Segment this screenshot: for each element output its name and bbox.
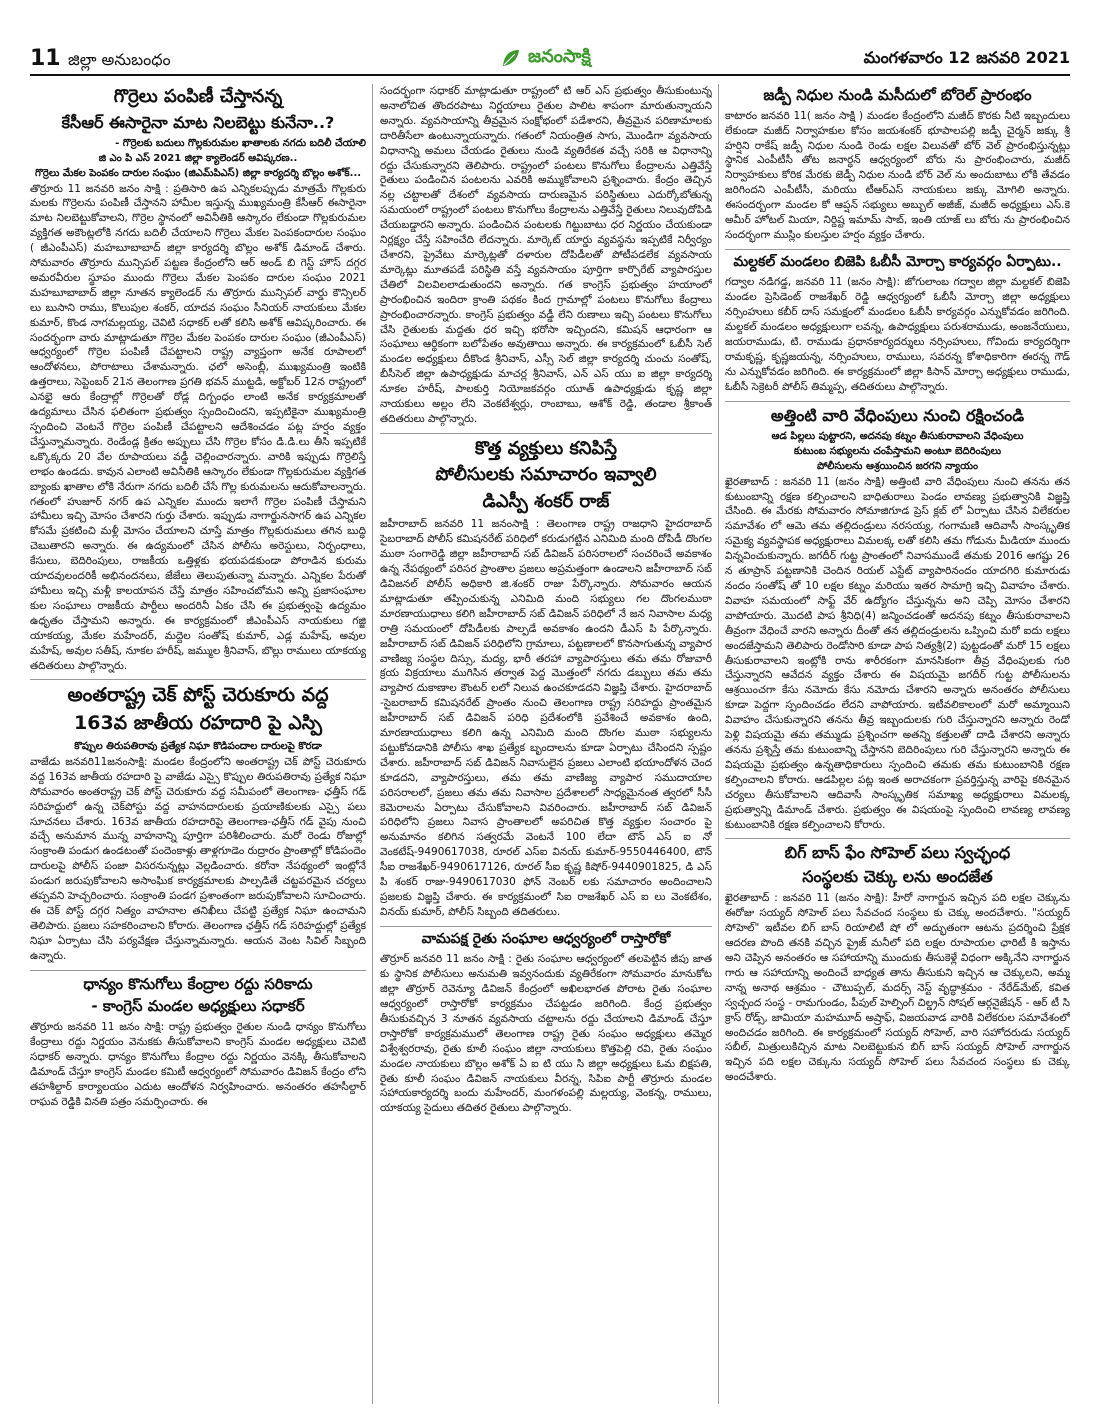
article-headline: జడ్పీ నిధుల నుండి మసీదులో బోరెల్ ప్రారంభం: [763, 86, 1032, 104]
logo-text: జనంసాక్షి: [528, 45, 591, 67]
article-divider: [380, 433, 712, 434]
article-headline: కొత్త వ్యక్తులు కనిపిస్తే: [475, 437, 617, 459]
column-divider: [372, 84, 373, 1404]
page-number: 11: [30, 46, 61, 71]
article-headline: సంస్థలకు చెక్కు లను అందజేత: [802, 867, 993, 887]
article-divider: [380, 926, 712, 927]
article-body: జహీరాబాద్ జనవరి 11 జనంసాక్షి : తెలంగాణ రాష్ట్ర రాజధాని హైదరాబాద్ సైబరాబాద్ పోలీస్ కమిషనరేట్ పరిధిలో కరుడుగట్టిన ఎనిమిది మంది దోపిడీ దొంగల ముఠా సంగారెడ్డి జిల్లా జహీరాబాద్ సబ్ డివిజన్ పరిసరాలలో సంచరించే అవకాశం ఉన్న నేపథ్యంలో పరిసర ప్రాంతాల ప్రజలు అప్రమత్తంగా ఉండాలని జహీరాబాద్ సబ్ డివిజనల్ పోలీస్ అధికారి జి.శంకర్ రాజు పేర్కొన్నారు. సోమవారం ఆయన మాట్లాడుతూ తప్పించుకున్న ఎనిమిది మంది సభ్యులు గల దొంగలముఠా మారణాయుధాలు కలిగి జహీరాబాద్ సబ్ డివిజన్ పరిధిలో నే జన నివాసాల మధ్య రాత్రి సమయంలో దోపిడీలకు పాల్పడే అవకాశం ఉందని డీఎస్ పి పేర్కొన్నారు. జహీరాబాద్ సబ్ డివిజన్ పరిధిలోని గ్రామాలు, పట్టణాలలో కొనసాగుతున్న వ్యాపార వాణిజ్య సంస్థల దిస్సు, మద్య, భారీ తరహా వ్యాపారస్తులు తమ తమ రోజువారీ క్రయ విక్రయాలు ముగిసిన తర్వాత పెద్ద మొత్తంలో నగదు డబ్బులు తమ తమ వ్యాపార దుకాణాల కౌంటర్ లలో నిలువ ఉంచకూడదని విజ్ఞప్తి చేశారు. హైదరాబాద్ -సైబరాబాద్ కమిషనరేట్ ప్రాంతం నుంచి తెలంగాణ రాష్ట్ర సరిహద్దు ప్రాంతమైన జహీరాబాద్ సబ్ డివిజన్ పరిధి ప్రదేశంలోకి ప్రవేశించే అవకాశం ఉంది, మారణాయుధాలు కలిగి ఉన్న ఎనిమిది మంది దొంగల ముఠా సభ్యులను పట్టుకోవడానికి పోలీసు శాఖ ప్రత్యేక బృందాలను కూడా ఏర్పాటు చేసిందని స్పష్టం చేశారు. జహీరాబాద్ సబ్ డివిజన్ నివాసులైన ప్రజలు ఎలాంటి భయాందోళన చెంద కూడదని, వ్యాపారస్తులు, తమ తమ వాణిజ్య వ్యాపార సముదాయాల పరిసరాలలో, ప్రజలు తమ తమ నివాసాల ప్రదేశాలలో సాధ్యమైనంత త్వరలో సీసీ కెమెరాలను ఏర్పాటు చేసుకోవాలని వివరించారు. జహీరాబాద్ సబ్ డివిజన్ పరిధిలోని ప్రజలు నివాస ప్రాంతాలలో అపరిచిత కొత్త వ్యక్తుల సంచారం పై అనుమానం కలిగిన సత్వరమే వెంటనే 100 లేదా టౌన్ ఎస్ ఐ నో వెంకటేష్-9490617038, రూరల్ ఎస్ఐ వినయ్ కుమార్-9550446400, టౌన్ సీఐ రాజశేఖర్-9490617126, రూరల్ సీఐ కృష్ణ కిషోర్-9440901825, డి ఎస్ పి శంకర్ రాజు-9490617030 ఫోన్ నెంబర్ లకు సమాచారం అందించాలని ప్రజలకు విజ్ఞప్తి చేశారు. ఈ కార్యక్రమంలో సిఐ రాజశేఖర్ ఎస్ ఐ లు వెంకటేశం, వినయ్ కుమార్, పోలీస్ సిబ్బంది తదితరులు.: [380, 518, 712, 918]
article-borewell: [725, 86, 1070, 243]
article-subhead: పోలీసులను ఆశ్రయించిన జరగని న్యాయం: [816, 460, 979, 472]
article-body: ఖైరతాబాద్ : జనవరి 11 (జనం సాక్షి) అత్తింటి వారి వేధింపులు నుంచి తనను తన కుటుంబాన్ని రక్షణ కల్పించాలని బాధితురాలు పెండం లావణ్య ప్రభుత్వానికి విజ్ఞప్తి చేసింది. ఈ మేరకు సోమవారం సోమాజిగూడ ప్రెస్ క్లబ్ లో ఏర్పాటు చేసిన విలేకరుల సమావేశం లో ఆమె తమ తల్లిదండ్రులు నరసయ్య, గంగామణి ఆదివాసీ సాంస్కృతిక సమైక్య వ్యవస్థాపక అధ్యక్షురాలు విమలక్క లతో కలిసి తమ గోడును మీడియా ముందు విన్నవించుకున్నారు. జగదీర్ గుట్ట ప్రాంతంలో నివాసముండే తమకు 2016 ఆగష్టు 26 న తూప్రాన్ పట్టణానికి చెందిన రియల్ ఎస్టేట్ వ్యాపారినందం యాదగిరి కుమారుడు నందం సంతోష్ తో 10 లక్షల కట్నం మరియు ఇతర సామాగ్రి ఇచ్చి వివాహం చేశారు. వివాహ సమయంలో సాఫ్ట్ వేర్ ఉద్యోగం చేస్తున్నను అని చెప్పి మోసం చేశారని వాపోయారు. మొదటి పాప శ్రీనిధి(4) జన్మించడంతో అదనపు కట్నం తీసుకురావాలని తీవ్రంగా వేధించే వారని అన్నారు దీంతో తన తల్లిదండ్రులను ఒప్పించి మరో ఐదు లక్షలు అందజేస్తామని తెలిపారు రెండోసారి కూడా పాప నిత్యశ్రీ(2) పుట్టడంతో మరో 15 లక్షలు తీసుకురావాలని ఇంట్లోకి రాను శారీరకంగా మానసికంగా తీవ్ర వేధింపులకు గురి చేస్తున్నారని ఆవేదన వ్యక్తం చేశారు ఈ విషయమై జగదీర్ గుట్ట పోలీసులను ఆశ్రయించగా కేసు నమోదు కేసు నమోదు చేశారని అన్నారు అనంతరం పోలీసులు కూడా పెద్దగా స్పందించడం లేదని వాపోయారు. ఇటీవలికాలంలో మరో అమ్మాయిని వివాహం చేసుకున్నారని తనను తీవ్ర ఇబ్బందులకు గురి చేస్తున్నారని అన్నారు రెండో పెళ్లి విషయమై తమ తమ్ముడు ప్రశ్నించగా అతన్ని కత్తులతో దాడి చేశారని అన్నారు తనను ప్రశ్నిస్తే తమ కుటుంబాన్ని చేస్తానని బెదిరింపులు గురి చేస్తున్నారని అన్నారు ఈ విషయమై ప్రభుత్వం ఉన్నతాధికారులు స్పందించి తమకు తమ కుటుంబానికి రక్షణ కల్పించాలని కోరారు. ఆడపిల్లల పట్ల ఇంత అరాచకంగా ప్రవర్తిస్తున్న వారిపై కఠినమైన చర్యలు తీసుకోవాలని ఆదివాసీ సాంస్కృతిక సమాఖ్య అధ్యక్షురాలు విమలక్క ప్రభుత్వాన్ని డిమాండ్ చేశారు. ప్రభుత్వం ఈ విషయంపై స్పందించి లావణ్య లావణ్య కుటుంబానికి రక్షణ కల్పించాలని కోరారు.: [725, 475, 1070, 831]
column-1: [30, 84, 366, 1404]
article-headline: ధాన్యం కొనుగోలు కేంద్రాల రద్దు సరికాదు: [83, 974, 313, 993]
article-subhead: ఆడ పిల్లలు పుట్టారని, అదనపు కట్నం తీసుకురావాలని వేధింపులు: [771, 430, 1024, 442]
leaf-logo-icon: [500, 47, 522, 69]
article-subhead: కుటుంబ సభ్యులను చంపేస్తామని అంటూ బెదిరింపులు: [793, 445, 1002, 457]
section-name: జిల్లా అనుబంధం: [68, 50, 171, 69]
article-body: తొర్రూరు 11 జనవరి జనం సాక్షి : ప్రతిసారి ఉప ఎన్నికలప్పుడు మాత్రమే గొల్లకురు మలకు గొర్రెలను పంపిణీ చేస్తానని హామీల ఇస్తున్న ముఖ్యమంత్రి కేసీఆర్ ఈసారైనా మాట నిలబెట్టుకోవాలని, గొర్రెల స్థానంలో అవినీతికి ఆస్కారం లేకుండా గొల్లకురుమల వ్యక్తిగత అకౌంట్లలోకి నగదు బదిలీ చేయాలని గొర్రెలు మేకల పెంపకందారుల సంఘం ( జీఎంపీఎస్) మహబూబాబాద్ జిల్లా కార్యదర్శి బొల్లం అశోక్ డిమాండ్ చేశారు. సోమవారం తొర్రూరు మున్సిపల్ పట్టణ కేంద్రంలోని ఆర్ అండ్ బి గెస్ట్ హౌస్ దగ్గర అమరవీరుల స్థూపం ముందు గొర్రెలు మేకల పెంపకం దారుల సంఘం 2021 మహబూబాబాద్ జిల్లా నూతన క్యాలెండర్ ను తొర్రూరు మున్సిపల్ వార్డు కౌన్సిలర్ లు బుసాని రాము, కొలుపుల శంకర్, యాదవ సంఘం సీనియర్ నాయకులు మేకల కుమార్, కొండ నాగమల్లయ్య, చెవిటి సధాకర్ లతో కలిసి అశోక్ ఆవిష్కరించారు. ఈ సందర్భంగా వారు మాట్లాడుతూ గొర్రెల మేకల పెంపకం దారుల సంఘం (జీఎంపీఎస్) ఆధ్వర్యంలో గొర్రెల పంపిణీ చేపట్టాలని రాష్ట్ర వ్యాప్తంగా అనేక రూపాలలో ఆందోళనలు, పోరాటాలు చేశామన్నారు. ఛలో అసెంబ్లీ, ముఖ్యమంత్రి ఇంటికి ఉత్తరాలు, సెప్టెంబర్ 21న తెలంగాణ ప్రగతి భవన్ ముట్టడి, అక్టోబర్ 12న రాష్ట్రంలో ఎనభై ఆరు కేంద్రాల్లో గొర్రెలతో రోడ్ల దిగ్బంధం లాంటి అనేక కార్యక్రమాలతో ఉద్యమాలు చేసిన ఫలితంగా ప్రభుత్వం స్పందించిందని, ఇప్పటికైనా ముఖ్యమంత్రి స్పందించి వెంటనే గొర్రెల పంపిణీ చేపట్టాలని ఆదేశించడం పట్ల హర్షం వ్యక్తం చేస్తున్నామన్నారు. రెండేండ్ల క్రితం అప్పులు చేసి గొర్రెల కోసం డి.డి.లు తీసి ఇప్పటికే ఒక్కొక్కరు 20 వేల రూపాయలు వడ్డీ చెల్లించారన్నారు. వారికి ఇప్పుడు గొర్రెలిస్తే లాభం ఉండదు. కావున ఎలాంటి అవినీతికి ఆస్కారం లేకుండా గొల్లకురుమల వ్యక్తిగత బ్యాంకు ఖాతాల లోకి నేరుగా నగదు బదిలీ చేసే గొల్ల కురుమలను ఆదుకోవాలన్నారు. గతంలో హుజూర్ నగర్ ఉప ఎన్నికల ముందు ఇలాగే గొర్రెల పంపిణీ చేస్తామని హామీలు ఇచ్చి మోసం చేశారని గుర్తు చేశారు. ఇప్పుడు నాగార్జునసాగర్ ఉప ఎన్నికల కోసమే ప్రకటించి మళ్లీ మోసం చేయాలని చూస్తే మాత్రం గొల్లకురుమలు తగిన బుద్ధి చెబుతారని అన్నారు. ఈ ఉద్యమంలో చేసిన పోలీసు అరెస్టులు, నిర్బంధాలు, కేసులు, బెదిరింపులు, రాజకీయ ఒత్తిళ్లకు భయపడకుండా పోరాడిన కురుమ యాదవులందరికీ అభినందనలు, జేజేలు తెలుపుతున్నా మన్నారు. ఎన్నికల పేరుతో హామీలు ఇచ్చి మళ్లీ కాలయాపన చేస్తే మాత్రం సహించబోమని అన్ని ప్రజాసంఘాల కుల సంఘాలు రాజకీయ పార్టీలు అందరినీ ఏకం చేసి ఈ ప్రభుత్వంపై ఉద్యమం ఉధృతం చేస్తామని అన్నారు. ఈ కార్యక్రమంలో జీఎంపీఎస్ నాయకులు గజ్జి యాకయ్య, మేకల మహేందర్, మద్దెల సంతోష్ కుమార్, ఎడ్ల మహేష్, అవుల మహేష్, అవుల సతీష్, నూకల హరీష్, జమ్ముల శ్రీనివాస్, బొల్లు రాములు యాకయ్య తదితరులు పాల్గొన్నారు.: [30, 182, 366, 672]
article-headline: 163వ జాతీయ రహదారి పై ఎస్పి: [74, 712, 322, 735]
newspaper-logo: [500, 44, 650, 72]
article-body: వాజేడు జనవరి11జనంసాక్షి: మండల కేంద్రంలోని అంతరాష్ట్ర చెక్ పోస్ట్ చెరుకూరు వద్ద 163వ జాతీయ రహదారి పై వాజేడు ఎస్సై కొప్పుల తిరుపతిరావు ప్రత్యేక నిఘా సోమవారం అంతరాష్ట్ర చెక్ పోస్ట్ చెరుకూరు వద్ద సమీపంలో తెలంగాణ- ఛత్తీస్ గడ్ సరిహద్దులో ఉన్న చెక్‌పోస్టు వద్ద వాహనదారులకు ప్రయాణికులకు ఎస్సై పలు సూచనలు చేశారు. 163వ జాతీయ రహదారిపై తెలంగాణ-ఛత్తీస్ గడ్ వైపు నుంచి వచ్చే అనుమాన మున్న వాహనాన్ని పూర్తిగా పరిశీలించారు. మరో రెండు రోజుల్లో సంక్రాంతి పండుగ ఉండటంతో పందెంకాళ్లు తాళ్లగూడెం రుద్రారం ప్రాంతాల్లో కోడిపందెం దారులపై పోలీస్ పంజా విసరనున్నట్లు వెల్లడించారు. కరోనా నేపథ్యంలో ఇంట్లోనే పండుగ జరుపుకోవాలని అసాంఘిక కార్యక్రమాలకు పాల్పడితే చట్టపరమైన చర్యలు తప్పవని హెచ్చరించారు. సంక్రాంతి పండగ ప్రశాంతంగా జరుపుకోవాలని సూచించారు. ఈ చెక్ పోస్ట్ దగ్గర నిత్యం వాహనాల తనిఖీలు చేపట్టి ప్రత్యేక నిఘా ఉంచామని తెలిపారు. ప్రజలు సహకరించాలని కోరారు. తెలంగాణ ఛత్తీస్ గడ్ సరిహద్దుల్లో ప్రత్యేక నిఘా ఏర్పాటు చేసి పర్యవేక్షణ చేస్తున్నామన్నారు. ఆయన వెంట సివిల్ సిబ్బంది ఉన్నారు.: [30, 755, 366, 962]
article-headline: బిగ్ బాస్ ఫేం సోహెల్ పలు స్వచ్ఛంధ: [784, 843, 1011, 863]
article-bjp-obc: [725, 254, 1070, 395]
article-headline: డిఎస్పీ శంకర్ రాజ్: [482, 490, 610, 512]
column-3: [725, 84, 1070, 1404]
article-new-persons: [380, 438, 712, 920]
article-checkpost: [30, 684, 366, 963]
article-headline: అంతరాష్ట్ర చెక్ పోస్ట్ చెరుకూరు వద్ద: [67, 684, 329, 707]
article-body: తొర్రూరు జనవరి 11 జనం సాక్షి: రాష్ట్ర ప్రభుత్వం రైతుల నుండి ధాన్యం కొనుగోలు కేంద్రాలు రద్దు నిర్ణయం వెనుకకు తీసుకోవాలని కాంగ్రెస్ మండల అధ్యక్షులు చెవిటి సధాకర్ అన్నారు. ధాన్యం కొనుగోలు కేంద్రాల రద్దు నిర్ణయం వెనక్కి తీసుకోవాలని డిమాండ్ చేస్తూ కాంగ్రెస్ మండల కమిటీ ఆధ్వర్యంలో సోమవారం డివిజన్ కేంద్రం లోని తహశీల్దార్ కార్యాలయం ఎదుట ఆందోళన నిర్వహించారు. అనంతరం తహసీల్దార్ రాఘవ రెడ్డికి వినతి పత్రం సమర్పించారు. ఈ: [30, 1021, 366, 1108]
article-headline: కేసీఆర్ ఈసారైనా మాట నిలబెట్టు కునేనా..?: [61, 112, 335, 132]
article-headline: పోలీసులకు సమాచారం ఇవ్వాలి: [435, 464, 657, 486]
issue-date: మంగళవారం 12 జనవరి 2021: [863, 48, 1070, 67]
article-headline: అత్తింటి వారి వేధింపులు నుంచి రక్షించండి: [770, 405, 1025, 425]
article-body: కాటారం జనవరి 11( జనం సాక్షి ) మండల కేంద్రంలోని మజీద్ కొరకు నీటి ఇబ్బందులు లేకుండా మజీద్ నిర్వాహకుల కోసం జయశంకర్ భూపాలపల్లి జడ్పీ చైర్మన్ జక్కు శ్రీ హర్షిని రాకేష్ జడ్పీ నిధుల నుండి రెండు లక్షల విలువతో బోర్ వెల్ ప్రారంభిస్తున్నట్లు స్థానిక ఎంపీటీసీ తోట జనార్ధన్ ఆధ్వర్యంలో బోరు ను ప్రారంభించారు, మజీద్ నిర్వాహకులు కోరిక మేరకు జెడ్పీ నిధుల నుండి బోర్ వెల్ ను అందుబాటు లోకి తేవడం జరిగిందని ఎంపీటీసీ, మరియు టీఆర్ఎస్ నాయకులు జక్కు మోగిలి అన్నారు. ఈసందర్బంగా మండల కో ఆప్షన్ సభ్యులు అబ్బుల్ అజీజ్, మజీద్ అధ్యక్షులు ఎస్.కె అమీర్ హోటల్ మియా, నిర్దిష్ట ఇమామ్ సాబ్, ఇంతి యాజ్ లు బోరు ను ప్రారంభించిన సందర్భంగా ముస్లిం కులస్తుల హర్షం వ్యక్తం చేశారు.: [725, 109, 1070, 241]
article-divider: [30, 970, 366, 971]
article-headline: వామపక్ష రైతు సంఘాల ఆధ్వర్యంలో రాస్తారోకో: [421, 930, 671, 947]
article-body: తొర్రూర్ జనవరి 11 జనం సాక్షి : రైతు సంఘాల ఆధ్వర్యంలో తలపెట్టిన జీపు జాత కు స్థానిక పోలీసులు అనుమతి ఇవ్వనందుకు వ్యతిరేకంగా సోమవారం మానుకోట జిల్లా తొర్రూర్ రెవెన్యూ డివిజన్ కేంద్రంలో అఖిలభారత పోరాట రైతు సంఘాల ఆధ్వర్యంలో రాస్తారోకో కార్యక్రమం చేపట్టడం జరిగింది. కేంద్ర ప్రభుత్వం తీసుకువచ్చిన 3 నూతన వ్యవసాయ చట్టాలను రద్దు చేయాలని డిమాండ్ చేస్తూ రాస్తారోకో కార్యక్రమములో తెలంగాణ రాష్ట్ర రైతు సంఘం అధ్యక్షులు తమ్మెర విశ్వేశ్వరరావు, రైతు కూలీ సంఘం జిల్లా నాయకులు కొత్తపెల్లి రవి, రైతు సంఘం మండల నాయకులు బొల్లం అశోక్ ఏ ఐ టి యు సి జిల్లా అధ్యక్షులు ఓమ బిక్షపతి, రైతు కూలీ సంఘం డివిజన్ నాయకులు వీరన్న, సిపిఐ పార్టీ తొర్రూరు మండల సహాయకార్యదర్శి బందు మహేందర్, మంగళంపల్లి మల్లయ్య, వెంకన్న, రాములు, యాకయ్య సైదులు తదితర రైతులు పాల్గొన్నారు.: [380, 953, 712, 1115]
article-grain-centres: [30, 975, 366, 1110]
article-headline: మల్దకల్ మండలం బిజెపి ఓబీసీ మోర్చా కార్యవర్గం ఏర్పాటు..: [733, 253, 1062, 270]
article-harassment: [725, 406, 1070, 833]
article-subhead: గొర్రెలు మేకల పెంపకం దారుల సంఘం (జిఎమ్‌పిఎస్) జిల్లా కార్యదర్శి బొల్లం అశోక్...: [34, 167, 362, 179]
masthead: [30, 44, 1070, 76]
article-divider: [725, 838, 1070, 839]
article-body: గద్వాల నడిగడ్డ, జనవరి 11 (జనం సాక్షి): జోగులాంబ గద్వాల జిల్లా మల్దకల్ బిజెపి మండల ప్రెసిడెంట్ రాజశేఖర్ రెడ్డి ఆధ్వర్యంలో ఓబీసీ మోర్చా జిల్లా అధ్యక్షులు నర్సింహులు కబీర్ దాస్ సమక్షంలో మండలం ఓబీసీ కార్యవర్గం ఎన్నుకోవడం జరిగింది. మల్దకల్ మండలం అధ్యక్షులుగా లవన్న, ఉపాధ్యక్షులు పరుశరాముడు, అంజనేయులు, జయరాముడు, టి. రాముడు ప్రధానకార్యదర్శులు నర్సింహులు, గోవిందు కార్యదర్శిగా రామకృష్ణ, కృష్ణజయన్న, నర్సింహులు, రాములు, సవరన్న కోశాధికారిగా ఈరన్న గౌడ్ ను ఎన్నుకోవడం జరిగింది. ఈ కార్యక్రమంలో జిల్లా కిసాన్ మోర్చా అధ్యక్షులు రాముడు, ఓబీసీ సెక్రెటరీ పోలీస్ తిమ్మప్ప, తదితరులు పాల్గొన్నారు.: [725, 276, 1070, 393]
article-subhead: జి ఎం పి ఎస్ 2021 జిల్లా క్యాలెండర్ ఆవిష్కరణ..: [98, 152, 298, 164]
article-divider: [30, 679, 366, 680]
article-rasta-roko: [380, 931, 712, 1116]
column-divider: [718, 84, 719, 1404]
article-divider: [725, 401, 1070, 402]
article-sohel-cheques: [725, 843, 1070, 1085]
column-2: [380, 84, 712, 1404]
article-subhead: కొప్పుల తిరుపతిరావు ప్రత్యేక నిఘా కొడిపందాల దారులపై కొరడా: [74, 740, 322, 752]
article-body: ఖైరతాబాద్ : జనవరి 11 (జనం సాక్షి): హీరో నాగార్జున ఇచ్చిన పది లక్షల చెక్కును ఈరోజు సయ్యద్ సోహెల్ పలు సేవచంద సంస్థలు కు చెక్కు అందచేశారు. "సయ్యద్ సోహెల్" ఇటీవల బిగ్ బాస్ రియాలిటీ షో లో అద్భుతంగా ఆటను ప్రదర్శించి ప్రేక్షక ఆదరణ పొంది తనకి వచ్చిన ప్రైజ్ మనీలో పది లక్షల రూపాయల ఛారిటీ కి ఇస్తాను అని చెప్పిన అనంతరం ఆ సహాయాన్ని ముందుకు తీసుకెళ్లే విధంగా అక్కినేని నాగార్జున గారు ఆ సహాయాన్ని అందించే బాధ్యత తాను తీసుకుని ఇచ్చిన ఆ చెక్కులని, అమ్మ నాన్న అనాథ ఆశ్రమం - చౌటుప్పల్, మదర్స్ నెస్ట్ వృద్ధాశ్రమం - నేరేడ్‌మేట్, కవిత స్వచ్ఛంద సంస్థ - రామగుండం, పీపుల్ హెల్పింగ్ చిల్డ్రన్ సోషల్ ఆర్గనైజేషన్ - ఆర్ టీ సి క్రాస్ రోడ్స్, జామియా మహమూద్ అష్రాఫ్, విజయవాడ వారికి విలేకరుల సమావేశంలో అందిచడం జరిగింది. ఈ కార్యక్రమంలో సయ్యద్ సోహెల్, వారి సహోదరుడు సయ్యద్ సబీల్, మిత్రులుకిచ్చిన మాట నిలబెట్టుకున బిగ్ బాస్ సయ్యద్ సోహెల్ నాగార్జున ఇచ్చిన పది లక్షల చెక్కును సయ్యద్ సోహెల్ పలు సేవచంద సంస్థలు కు చెక్కు అందచేశారు.: [725, 892, 1070, 1084]
article-headline: - కాంగ్రెస్ మండల అధ్యక్షులు సధాకర్: [91, 997, 305, 1016]
article-headline: గొర్రెలు పంపిణీ చేస్తానన్న: [113, 86, 283, 107]
article-divider: [725, 249, 1070, 250]
article-subhead: - గొర్రెలకు బదులు గొల్లకురుమల ఖాతాలకు నగదు బదిలీ చేయాలి: [115, 137, 366, 149]
article-body-continued: సందర్భంగా సధాకర్ మాట్లాడుతూ రాష్ట్రంలో టి ఆర్ ఎస్ ప్రభుత్వం తీసుకుంటున్న అనాలోచిత తొందరపాటు నిర్ణయాలు రైతుల పాలిట శాపంగా మారుతున్నాయని అన్నారు. వ్యవసాయాన్ని తీవ్రమైన సంక్షోభంలో పడేశారని, తీవ్రమైన పరిణామాలకు దారితీసేలా ఉంటున్నాయన్నారు. గతంలో నియంత్రిత సాగు, మొండిగా వ్యవసాయ విధానాన్ని అమలు చేయడం రైతులు నుండి వ్యతిరేకత వచ్చే సరికి ఆ విధానాన్ని రద్దు చేసుకున్నారని తెలిపారు. రాష్ట్రంలో పంటలు కొనుగోలు కేంద్రాలను ఎత్తివేస్తే రైతులు పండించిన పంటలను ఎవరికి అమ్ముకోవాలని ప్రశ్నించారు. కేంద్రం తెచ్చిన నల్ల చట్టాలతో దేశంలో వ్యవసాయ దారుణమైన పరిస్థితులు ఎదుర్కోబోతున్న సమయంలో రాష్ట్రంలో పంటలు కొనుగోలు కేంద్రాలను ఎత్తివేస్తే రైతులు నిలువుదోపిడి చేయబడ్డారని అన్నారు. పండించిన పంటలకు గిట్టుబాటు ధర నిర్ణయం చేయకుండా నిర్లక్ష్యం చేస్తే సహించేది లేదన్నారు. మార్కెట్ యార్డు వ్యవస్థను ఇప్పటికే నిర్వీర్యం చేశారని, ప్రైవేటు మార్కెట్లతో దళారుల దోపిడీలతో పోటీపడలేక వ్యవసాయ మార్కెట్లు మూతపడే పరిస్థితి వస్తే వ్యవసాయం పూర్తిగా కార్పొరేట్ వ్యాపారస్తుల చేతిలో విలవిలలాడుతుందని అన్నారు. గత కాంగ్రెస్ ప్రభుత్వం హయాంలో ప్రారంభించిన ఇందిరా క్రాంతి పథకం కింద గ్రామాల్లో పంటలు కొనుగోలు కేంద్రాలు ప్రారంభించారన్నారు. కాంగ్రెస్ ప్రభుత్వం వడ్డీ లేని రుణాలు ఇచ్చి పంటలు కొనుగోలు చేసి రైతులకు మద్దతు ధర ఇచ్చి భరోసా ఇచ్చిందని, కమిషన్ ఆధారంగా ఆ సంఘాలు ఆర్థికంగా బలోపేతం అవుతాయి అన్నారు. ఈ కార్యక్రమంలో ఓబీసీ సెల్ మండల అధ్యక్షులు దీకొండ శ్రీనివాస్, ఎస్సీ సెల్ జిల్లా కార్యదర్శి చుంచు సంతోష్, బీసీసెల్ జిల్లా ఉపాధ్యక్షుడు మాచర్ల శ్రీనివాస్, ఎన్ ఎస్ యు ఐ జిల్లా కార్యదర్శి నూకల హరీష్, పాలకుర్తి నియోజకవర్గం యూత్ ఉపాధ్యక్షుడు కృష్ణ జిల్లా నాయకులు అల్లం లేని వెంకటేశ్వర్లు, రాంబాబు, ఆశోక్ రెడ్డి, తండాల శ్రీకాంత్ తదితరులు పాల్గొన్నారు.: [380, 85, 712, 425]
article-sheep-distribution: [30, 86, 366, 673]
